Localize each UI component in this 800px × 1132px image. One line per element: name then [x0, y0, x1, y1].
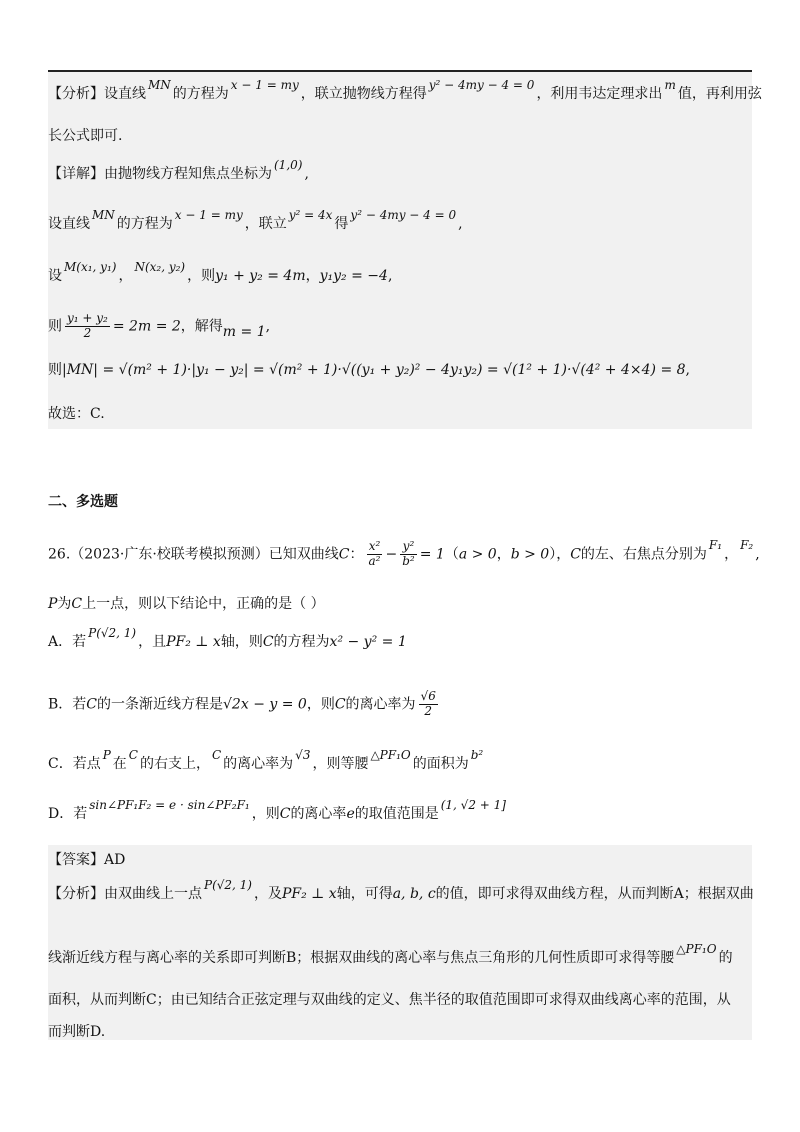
- text: 的离心率: [290, 806, 347, 822]
- text: A．若: [48, 634, 87, 650]
- text: 则: [48, 362, 62, 378]
- text: 【分析】由双曲线上一点: [48, 886, 202, 902]
- text: 的离心率为: [223, 756, 294, 772]
- fraction-denominator: b²: [402, 553, 415, 568]
- text: 的方程为: [273, 634, 330, 650]
- fraction-denominator: a²: [368, 553, 381, 568]
- math: y² − 4my − 4 = 0: [428, 78, 535, 92]
- text: 的取值范围是: [354, 806, 439, 822]
- text: 26.（2023·广东·校联考模拟预测）已知双曲线: [48, 546, 339, 563]
- text: 的方程为: [116, 216, 173, 232]
- option-c: [48, 748, 485, 773]
- question-stem-line-2: [48, 596, 325, 613]
- math: (1, √2 + 1]: [440, 798, 506, 812]
- math: C: [334, 696, 346, 713]
- math: P: [102, 748, 111, 762]
- math: C: [338, 546, 350, 563]
- math: M(x₁, y₁): [64, 260, 117, 274]
- text: ，: [496, 546, 511, 563]
- text: ，则: [251, 806, 280, 822]
- math: P(√2, 1): [204, 878, 252, 892]
- math: C: [570, 546, 581, 563]
- math: y² = 4x: [288, 208, 333, 222]
- text: 的右支上，: [139, 756, 210, 772]
- math: y² − 4my − 4 = 0: [350, 208, 457, 222]
- text: 设: [48, 268, 62, 284]
- text: （: [444, 546, 459, 563]
- math: C: [211, 748, 222, 762]
- detail-line-4: [48, 312, 270, 341]
- text: ，利用韦达定理求出: [536, 86, 663, 102]
- text: 【分析】设直线: [48, 86, 146, 102]
- text: 的左、右焦点分别为: [580, 546, 707, 563]
- math: b > 0: [510, 546, 550, 563]
- analysis2-line-1: [48, 878, 754, 903]
- math: −: [385, 546, 398, 563]
- text: B．若: [48, 696, 87, 713]
- text: 得: [334, 216, 349, 232]
- fraction-numerator: y₁ + y₂: [67, 311, 108, 325]
- solution-panel-current: [48, 845, 752, 1040]
- fraction-numerator: x²: [367, 540, 383, 555]
- math: |MN| = √(m² + 1)·|y₁ − y₂| = √(m² + 1)·√((y₁ + y₂)² − 4y₁y₂) = √(1² + 1)·√(4² + 4×4) = 8: [62, 362, 686, 378]
- analysis-line-1: [48, 78, 762, 103]
- math: = 1: [419, 546, 445, 563]
- math: PF₂ ⊥ x: [166, 634, 221, 650]
- math: √3: [295, 748, 311, 762]
- math: PF₂ ⊥ x: [281, 886, 337, 902]
- text: 为: [57, 596, 72, 612]
- text: 轴，则: [220, 634, 263, 650]
- text: ,: [755, 546, 760, 563]
- text: ，联立抛物线方程得: [300, 86, 427, 102]
- math: x − 1 = my: [174, 208, 243, 222]
- detail-line-1: [48, 158, 309, 183]
- text: 线渐近线方程与离心率的关系即可判断B；根据双曲线的离心率与焦点三角形的几何性质即可求得等腰: [48, 950, 675, 966]
- text: ），: [549, 546, 571, 563]
- text: C．若点: [48, 756, 101, 772]
- detail-line-5: [48, 362, 690, 379]
- math: m: [664, 78, 676, 92]
- option-b: [48, 690, 441, 719]
- text: ，: [305, 268, 320, 284]
- option-a: [48, 626, 407, 651]
- math: a, b, c: [392, 886, 436, 902]
- text: ,: [265, 318, 271, 335]
- math: e: [346, 806, 355, 822]
- text: ，则等腰: [312, 756, 369, 772]
- math: y₁y₂ = −4: [319, 268, 388, 284]
- text: 则: [48, 318, 62, 335]
- math: C: [71, 596, 83, 612]
- math: = 2m = 2: [112, 318, 181, 335]
- fraction: [419, 690, 438, 719]
- text: ，解得: [180, 318, 223, 335]
- text: ，则: [187, 268, 216, 284]
- text: 的面积为: [412, 756, 469, 772]
- math: N(x₂, y₂): [134, 260, 186, 274]
- analysis-line-2: 长公式即可.: [48, 128, 123, 144]
- math: C: [262, 634, 274, 650]
- math: C: [128, 748, 138, 762]
- math: b²: [470, 748, 484, 762]
- math: P(√2, 1): [88, 626, 137, 640]
- fraction-denominator: 2: [83, 325, 92, 340]
- math: C: [86, 696, 98, 713]
- math: y₁ + y₂ = 4m: [215, 268, 306, 284]
- math: △PF₁O: [370, 748, 411, 762]
- text: ,: [304, 166, 309, 182]
- detail-line-3: [48, 260, 393, 285]
- fraction-numerator: y²: [400, 540, 417, 555]
- text: 设直线: [48, 216, 90, 232]
- fraction-numerator: √6: [420, 689, 436, 703]
- math: F₂: [740, 538, 754, 553]
- text: ,: [458, 216, 463, 232]
- text: D．若: [48, 806, 88, 822]
- analysis2-line-2: [48, 942, 733, 967]
- text: ,: [685, 362, 690, 378]
- fraction-denominator: 2: [424, 703, 432, 718]
- answer-line: 【答案】AD: [48, 852, 126, 868]
- text: 【详解】由抛物线方程知焦点坐标为: [48, 166, 272, 182]
- text: ：: [349, 546, 364, 563]
- question-stem-line-1: [48, 540, 760, 569]
- analysis2-line-3: 面积，从而判断C；由已知结合正弦定理与双曲线的定义、焦半径的取值范围即可求得双曲线离心率的范围，从: [48, 992, 731, 1008]
- math: (1,0): [274, 158, 303, 172]
- text: 的一条渐近线方程是: [97, 696, 224, 713]
- text: 在: [112, 756, 127, 772]
- fraction: [367, 540, 383, 569]
- detail-line-6: 故选：C.: [48, 406, 105, 422]
- math: sin∠PF₁F₂ = e · sin∠PF₂F₁: [89, 798, 250, 812]
- fraction: [400, 540, 417, 569]
- text: 轴，可得: [336, 886, 393, 902]
- text: 的离心率为: [345, 696, 416, 713]
- text: ，且: [138, 634, 167, 650]
- text: ，: [118, 268, 133, 284]
- text: ，则: [306, 696, 335, 713]
- math: √2x − y = 0: [223, 696, 307, 713]
- analysis2-line-4: 而判断D.: [48, 1024, 106, 1040]
- text: ，及: [253, 886, 282, 902]
- math: P: [48, 596, 58, 612]
- option-d: [48, 798, 508, 823]
- fraction: [65, 312, 110, 341]
- math: C: [279, 806, 291, 822]
- math: x² − y² = 1: [329, 634, 407, 650]
- text: 的值，即可求得双曲线方程，从而判断A；根据双曲: [435, 886, 754, 902]
- math: a > 0: [458, 546, 497, 563]
- math: F₁: [708, 538, 723, 553]
- text: 值，再利用弦: [677, 86, 762, 102]
- section-title: 二、多选题: [48, 494, 118, 510]
- text: 的方程为: [172, 86, 229, 102]
- math: MN: [148, 78, 171, 92]
- text: ,: [387, 268, 393, 284]
- detail-line-2: [48, 208, 463, 233]
- math: m = 1: [222, 324, 266, 341]
- math: △PF₁O: [676, 942, 717, 956]
- text: 上一点，则以下结论中，正确的是（ ）: [82, 596, 325, 612]
- text: ，: [724, 546, 739, 563]
- math: x − 1 = my: [230, 78, 299, 92]
- text: ，联立: [244, 216, 287, 232]
- text: 的: [718, 950, 733, 966]
- math: MN: [92, 208, 115, 222]
